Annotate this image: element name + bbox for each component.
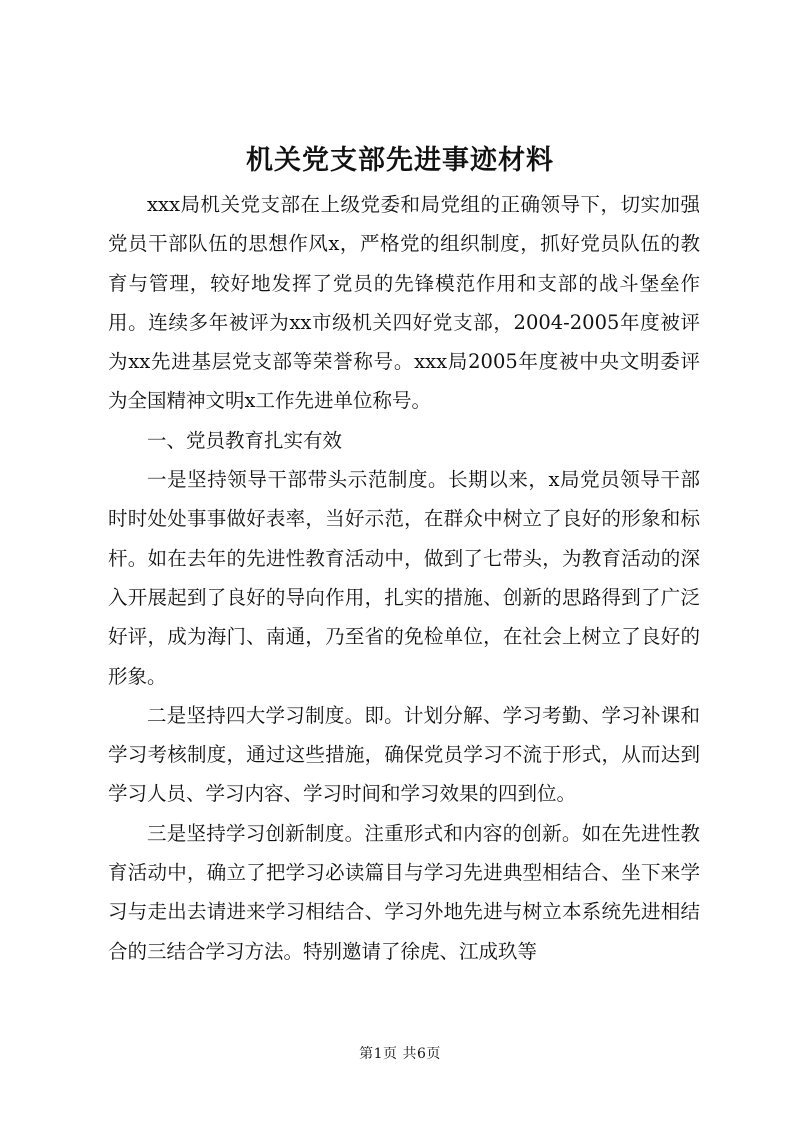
paragraph-item-2: 二是坚持四大学习制度。即。计划分解、学习考勤、学习补课和学习考核制度，通过这些措施，确保党员学习不流于形式，从而达到学习人员、学习内容、学习时间和学习效果的四到位。 xyxy=(108,703,700,806)
document-body xyxy=(108,185,700,971)
section-heading: 一、党员教育扎实有效 xyxy=(147,428,343,452)
paragraph-item-1: 一是坚持领导干部带头示范制度。长期以来，x局党员领导干部时时处处事事做好表率，当好示范，在群众中树立了良好的形象和标杆。如在去年的先进性教育活动中，做到了七带头，为教育活动的深入开展起到了良好的导向作用，扎实的措施、创新的思路得到了广泛好评，成为海门、南通，乃至省的免检单位，在社会上树立了良好的形象。 xyxy=(108,468,700,688)
paragraph-item-3: 三是坚持学习创新制度。注重形式和内容的创新。如在先进性教育活动中，确立了把学习必读篇目与学习先进典型相结合、坐下来学习与走出去请进来学习相结合、学习外地先进与树立本系统先进相结合的三结合学习方法。特别邀请了徐虎、江成玖等 xyxy=(108,821,700,963)
paragraph-intro: xxx局机关党支部在上级党委和局党组的正确领导下，切实加强党员干部队伍的思想作风x，严格党的组织制度，抓好党员队伍的教育与管理，较好地发挥了党员的先锋模范作用和支部的战斗堡垒作用。连续多年被评为xx市级机关四好党支部，2004-2005年度被评为xx先进基层党支部等荣誉称号。xxx局2005年度被中央文明委评为全国精神文明x工作先进单位称号。 xyxy=(108,193,700,413)
page-number-footer: 第1页 共6页 xyxy=(359,1046,441,1062)
document-title: 机关党支部先进事迹材料 xyxy=(246,145,554,176)
